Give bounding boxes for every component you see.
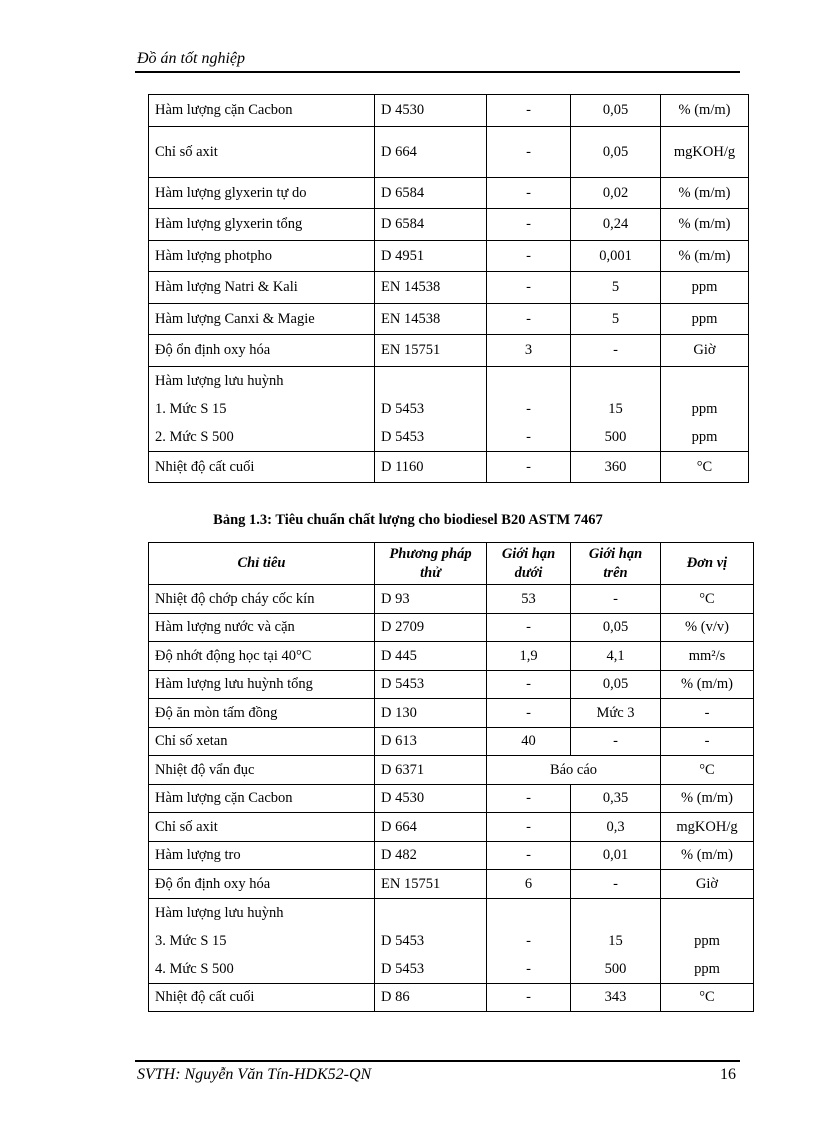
- page-number: 16: [720, 1066, 736, 1083]
- table-row: [149, 727, 754, 756]
- sub-line: Hàm lượng lưu huỳnh: [155, 372, 284, 389]
- method-cell: EN 14538: [375, 272, 487, 304]
- lower-limit-cell: -: [487, 126, 571, 177]
- upper-limit-cell: 4,1: [571, 642, 661, 671]
- lower-limit-cell: -: [487, 784, 571, 813]
- table-row: [149, 451, 749, 482]
- method-cell: [375, 366, 487, 451]
- table-row: [149, 642, 754, 671]
- criteria-cell: Độ ổn định oxy hóa: [149, 870, 375, 899]
- lower-limit-cell: -: [487, 699, 571, 728]
- unit-cell: % (m/m): [661, 209, 749, 241]
- upper-limit-cell: 0,3: [571, 813, 661, 842]
- footer-author: SVTH: Nguyễn Văn Tín-HDK52-QN: [137, 1066, 372, 1083]
- table-row: [149, 699, 754, 728]
- criteria-cell: Hàm lượng nước và cặn: [149, 613, 375, 642]
- method-cell: D 130: [375, 699, 487, 728]
- method-cell: D 4530: [375, 784, 487, 813]
- criteria-cell: Nhiệt độ vẩn đục: [149, 756, 375, 785]
- sub-line: ppm: [694, 932, 720, 949]
- lower-limit-cell: 53: [487, 585, 571, 614]
- upper-limit-cell: 0,02: [571, 177, 661, 209]
- method-cell: EN 15751: [375, 870, 487, 899]
- unit-cell: mm²/s: [661, 642, 754, 671]
- upper-limit-cell: 0,35: [571, 784, 661, 813]
- table-row: [149, 240, 749, 272]
- lower-limit-cell: -: [487, 272, 571, 304]
- sub-line: ppm: [691, 428, 718, 445]
- sub-line: 500: [604, 960, 627, 977]
- unit-cell: [661, 898, 754, 983]
- method-cell: D 2709: [375, 613, 487, 642]
- upper-limit-cell: -: [571, 335, 661, 367]
- header-method: Phương pháp thử: [375, 543, 487, 585]
- lower-limit-cell: 3: [487, 335, 571, 367]
- sub-line: 500: [604, 428, 627, 445]
- header-lower-limit: Giới hạn dưới: [487, 543, 571, 585]
- unit-cell: -: [661, 699, 754, 728]
- method-cell: EN 14538: [375, 303, 487, 335]
- table-header-row: [149, 543, 754, 585]
- upper-limit-cell: -: [571, 870, 661, 899]
- table-row: [149, 335, 749, 367]
- b20-standards-table: [148, 542, 754, 1012]
- criteria-cell: Chỉ số axit: [149, 126, 375, 177]
- criteria-cell: Độ nhớt động học tại 40°C: [149, 642, 375, 671]
- lower-limit-cell: -: [487, 451, 571, 482]
- unit-cell: Giờ: [661, 335, 749, 367]
- table-row: [149, 841, 754, 870]
- unit-cell: mgKOH/g: [661, 813, 754, 842]
- header-unit: Đơn vị: [661, 543, 754, 585]
- unit-cell: -: [661, 727, 754, 756]
- unit-cell: % (m/m): [661, 841, 754, 870]
- sub-line: 1. Mức S 15: [155, 400, 227, 417]
- criteria-cell: Độ ăn mòn tấm đồng: [149, 699, 375, 728]
- upper-limit-cell: -: [571, 585, 661, 614]
- method-cell: D 6371: [375, 756, 487, 785]
- unit-cell: % (m/m): [661, 95, 749, 127]
- table-row: [149, 95, 749, 127]
- method-cell: D 93: [375, 585, 487, 614]
- lower-limit-cell: -: [487, 95, 571, 127]
- table-row: [149, 272, 749, 304]
- footer-rule: [135, 1060, 740, 1062]
- lower-limit-cell: 40: [487, 727, 571, 756]
- lower-limit-cell: 6: [487, 870, 571, 899]
- lower-limit-cell: -: [487, 841, 571, 870]
- header-upper-limit: Giới hạn trên: [571, 543, 661, 585]
- sub-line: -: [526, 960, 531, 977]
- lower-limit-cell: [487, 366, 571, 451]
- criteria-cell: Độ ổn định oxy hóa: [149, 335, 375, 367]
- sub-line: -: [526, 428, 531, 445]
- unit-cell: % (m/m): [661, 240, 749, 272]
- table-caption: Bảng 1.3: Tiêu chuẩn chất lượng cho biodiesel B20 ASTM 7467: [213, 512, 603, 528]
- unit-cell: % (m/m): [661, 784, 754, 813]
- lower-limit-cell: -: [487, 983, 571, 1012]
- method-cell: D 6584: [375, 177, 487, 209]
- table-row: [149, 870, 754, 899]
- criteria-cell: Hàm lượng tro: [149, 841, 375, 870]
- upper-limit-cell: 0,05: [571, 670, 661, 699]
- upper-limit-cell: Mức 3: [571, 699, 661, 728]
- lower-limit-cell: -: [487, 813, 571, 842]
- table-row: [149, 613, 754, 642]
- method-cell: D 6584: [375, 209, 487, 241]
- unit-cell: ppm: [661, 272, 749, 304]
- sub-line: D 5453: [381, 400, 425, 417]
- sub-line: [493, 899, 564, 927]
- sub-line: 4. Mức S 500: [155, 960, 234, 977]
- sub-line: D 5453: [381, 932, 425, 949]
- table-row: [149, 177, 749, 209]
- lower-limit-cell: -: [487, 240, 571, 272]
- lower-limit-cell: -: [487, 177, 571, 209]
- sub-line: 15: [608, 400, 623, 417]
- table-row: [149, 303, 749, 335]
- criteria-cell: [149, 898, 375, 983]
- method-cell: D 86: [375, 983, 487, 1012]
- sub-line: [381, 367, 480, 395]
- table-row: [149, 209, 749, 241]
- upper-limit-cell: 5: [571, 303, 661, 335]
- lower-limit-cell: [487, 898, 571, 983]
- page-header-title: Đồ án tốt nghiệp: [137, 50, 245, 67]
- sulfur-row: [149, 898, 754, 983]
- upper-limit-cell: 0,01: [571, 841, 661, 870]
- sub-line: D 5453: [381, 960, 425, 977]
- upper-limit-cell: [571, 366, 661, 451]
- sub-line: Hàm lượng lưu huỳnh: [155, 904, 284, 921]
- table-row: [149, 784, 754, 813]
- criteria-cell: Hàm lượng cặn Cacbon: [149, 95, 375, 127]
- upper-limit-cell: 360: [571, 451, 661, 482]
- criteria-cell: Hàm lượng glyxerin tự do: [149, 177, 375, 209]
- table-row: [149, 126, 749, 177]
- sub-line: [381, 899, 480, 927]
- unit-cell: °C: [661, 585, 754, 614]
- table-row: [149, 585, 754, 614]
- method-cell: EN 15751: [375, 335, 487, 367]
- unit-cell: mgKOH/g: [661, 126, 749, 177]
- upper-limit-cell: 0,05: [571, 613, 661, 642]
- sub-line: D 5453: [381, 428, 425, 445]
- unit-cell: % (m/m): [661, 670, 754, 699]
- method-cell: [375, 898, 487, 983]
- sub-line: [577, 367, 654, 395]
- header-rule: [135, 71, 740, 73]
- table-row: [149, 813, 754, 842]
- criteria-cell: Nhiệt độ cất cuối: [149, 983, 375, 1012]
- sub-line: ppm: [691, 400, 718, 417]
- criteria-cell: Hàm lượng lưu huỳnh tổng: [149, 670, 375, 699]
- criteria-cell: Hàm lượng glyxerin tổng: [149, 209, 375, 241]
- lower-limit-cell: -: [487, 209, 571, 241]
- sub-line: ppm: [694, 960, 720, 977]
- unit-cell: °C: [661, 756, 754, 785]
- method-cell: D 1160: [375, 451, 487, 482]
- method-cell: D 445: [375, 642, 487, 671]
- sulfur-row: [149, 366, 749, 451]
- sub-line: -: [526, 400, 531, 417]
- sub-line: [667, 367, 742, 395]
- method-cell: D 613: [375, 727, 487, 756]
- upper-limit-cell: 5: [571, 272, 661, 304]
- upper-limit-cell: 0,05: [571, 95, 661, 127]
- sub-line: 2. Mức S 500: [155, 428, 234, 445]
- unit-cell: ppm: [661, 303, 749, 335]
- standards-table-continued: [148, 94, 749, 483]
- lower-limit-cell: 1,9: [487, 642, 571, 671]
- table-row: [149, 983, 754, 1012]
- lower-limit-cell: -: [487, 303, 571, 335]
- upper-limit-cell: [571, 898, 661, 983]
- criteria-cell: Chỉ số axit: [149, 813, 375, 842]
- table-row: [149, 756, 754, 785]
- sub-line: [667, 899, 747, 927]
- criteria-cell: Nhiệt độ cất cuối: [149, 451, 375, 482]
- upper-limit-cell: 0,001: [571, 240, 661, 272]
- method-cell: D 5453: [375, 670, 487, 699]
- unit-cell: Giờ: [661, 870, 754, 899]
- method-cell: D 664: [375, 813, 487, 842]
- report-cell: Báo cáo: [487, 756, 661, 785]
- sub-line: [577, 899, 654, 927]
- criteria-cell: Nhiệt độ chớp cháy cốc kín: [149, 585, 375, 614]
- sub-line: [493, 367, 564, 395]
- sub-line: -: [526, 932, 531, 949]
- unit-cell: °C: [661, 451, 749, 482]
- table-row: [149, 670, 754, 699]
- criteria-cell: Hàm lượng cặn Cacbon: [149, 784, 375, 813]
- criteria-cell: Hàm lượng Canxi & Magie: [149, 303, 375, 335]
- criteria-cell: Hàm lượng Natri & Kali: [149, 272, 375, 304]
- sub-line: 15: [608, 932, 623, 949]
- lower-limit-cell: -: [487, 670, 571, 699]
- unit-cell: % (v/v): [661, 613, 754, 642]
- upper-limit-cell: 0,05: [571, 126, 661, 177]
- sub-line: 3. Mức S 15: [155, 932, 227, 949]
- lower-limit-cell: -: [487, 613, 571, 642]
- unit-cell: % (m/m): [661, 177, 749, 209]
- criteria-cell: Chỉ số xetan: [149, 727, 375, 756]
- method-cell: D 4530: [375, 95, 487, 127]
- upper-limit-cell: 0,24: [571, 209, 661, 241]
- method-cell: D 482: [375, 841, 487, 870]
- upper-limit-cell: -: [571, 727, 661, 756]
- method-cell: D 664: [375, 126, 487, 177]
- header-criteria: Chỉ tiêu: [149, 543, 375, 585]
- criteria-cell: [149, 366, 375, 451]
- method-cell: D 4951: [375, 240, 487, 272]
- unit-cell: °C: [661, 983, 754, 1012]
- criteria-cell: Hàm lượng photpho: [149, 240, 375, 272]
- upper-limit-cell: 343: [571, 983, 661, 1012]
- unit-cell: [661, 366, 749, 451]
